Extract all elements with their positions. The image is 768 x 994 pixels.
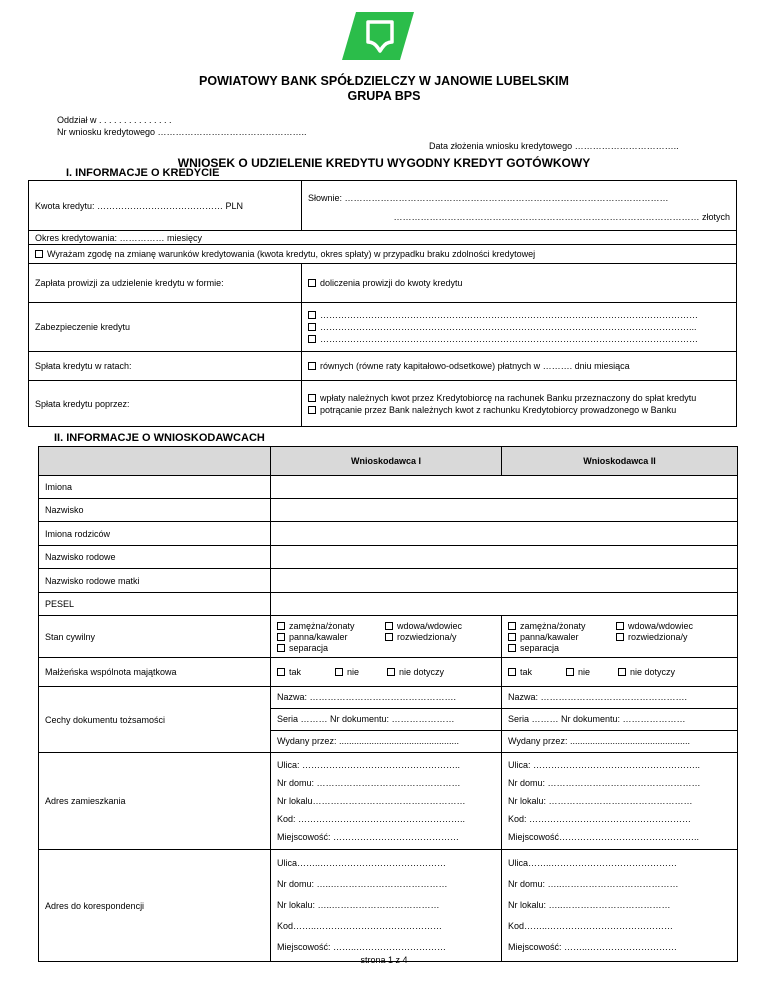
repayment-checkbox-2[interactable] — [308, 406, 316, 414]
corr-postcode-field-1[interactable]: Kod……..…………………………………… — [277, 921, 443, 931]
divorced-label-1: rozwiedziona/y — [397, 631, 457, 642]
corr-street-field-2[interactable]: Ulica……..…………………………………… — [508, 858, 678, 868]
postcode-field-2[interactable]: Kod: ……………………………………………… — [508, 814, 692, 824]
parents-names-input[interactable] — [271, 522, 738, 546]
city-field-1[interactable]: Miejscowość: …………………………………… — [277, 832, 460, 842]
id-issuer-field-1[interactable]: Wydany przez: ................................................ — [277, 736, 459, 746]
separated-checkbox-2[interactable] — [508, 644, 516, 652]
amount-words-line-2[interactable]: ………………………………………………………………………………………… złotych — [393, 211, 730, 222]
marital-status-applicant-2 — [502, 616, 738, 658]
branch-field: Oddział w . . . . . . . . . . . . . . . — [57, 115, 172, 125]
fee-option-label: doliczenia prowizji do kwoty kredytu — [320, 278, 463, 288]
correspondence-address-applicant-1 — [271, 850, 502, 962]
security-line-2[interactable]: ……………………………………………………………………………………………………………... — [320, 322, 697, 332]
application-number-field: Nr wniosku kredytowego ………………………………………….. — [57, 127, 307, 137]
single-label-1: panna/kawaler — [289, 631, 348, 642]
mother-maiden-name-input[interactable] — [271, 569, 738, 593]
corr-flat-no-field-2[interactable]: Nr lokalu: …..……………………………… — [508, 900, 671, 910]
loan-amount-field[interactable]: Kwota kredytu: …………………………………… PLN — [35, 200, 244, 211]
maiden-name-input[interactable] — [271, 546, 738, 569]
married-label-2: zamężna/żonaty — [520, 620, 586, 631]
loan-amount-cell — [29, 181, 302, 231]
repayment-label: Spłata kredytu poprzez: — [29, 381, 302, 427]
house-no-field-2[interactable]: Nr domu: …………………………………………… — [508, 778, 701, 788]
property-no-checkbox-2[interactable] — [566, 668, 574, 676]
id-document-label: Cechy dokumentu tożsamości — [39, 687, 271, 753]
single-checkbox-1[interactable] — [277, 633, 285, 641]
id-series-field-2[interactable]: Seria ……… Nr dokumentu: ………………… — [502, 709, 737, 731]
security-options-cell — [302, 303, 737, 352]
id-issuer-field-2[interactable]: Wydany przez: ................................................ — [508, 736, 690, 746]
installments-label: Spłata kredytu w ratach: — [29, 352, 302, 381]
repayment-option-1: wpłaty należnych kwot przez Kredytobiorcę na rachunek Banku przeznaczony do spłat kredytu — [320, 392, 697, 403]
mother-maiden-name-label: Nazwisko rodowe matki — [39, 569, 271, 593]
corr-city-field-2[interactable]: Miejscowość: ……..………………………… — [508, 942, 678, 952]
maiden-name-label: Nazwisko rodowe — [39, 546, 271, 569]
residence-address-applicant-2 — [502, 753, 738, 850]
residence-address-label: Adres zamieszkania — [39, 753, 271, 850]
property-applicant-1 — [271, 658, 502, 687]
consent-cell — [29, 245, 737, 264]
property-no-checkbox-1[interactable] — [335, 668, 343, 676]
installments-option: równych (równe raty kapitałowo-odsetkowe) płatnych w ………. dniu miesiąca — [320, 361, 630, 371]
security-checkbox-2[interactable] — [308, 323, 316, 331]
id-name-field-2[interactable]: Nazwa: …………………………………………. — [502, 687, 737, 709]
property-applicant-2 — [502, 658, 738, 687]
divorced-label-2: rozwiedziona/y — [628, 631, 688, 642]
header-empty-cell — [39, 447, 271, 476]
flat-no-field-1[interactable]: Nr lokalu…………………………………………… — [277, 796, 466, 806]
installments-checkbox[interactable] — [308, 362, 316, 370]
section-1-heading: I. INFORMACJE O KREDYCIE — [66, 167, 220, 179]
amount-words-line-1[interactable]: Słownie: ……………………………………………………………………………………………… — [308, 192, 669, 203]
separated-label-2: separacja — [520, 642, 560, 653]
property-yes-label-1: tak — [289, 667, 302, 677]
amount-words-cell — [302, 181, 737, 231]
property-na-checkbox-2[interactable] — [618, 668, 626, 676]
fee-checkbox[interactable] — [308, 279, 316, 287]
separated-checkbox-1[interactable] — [277, 644, 285, 652]
submission-date-field: Data złożenia wniosku kredytowego …………………………….. — [429, 141, 679, 151]
pesel-input[interactable] — [271, 593, 738, 616]
security-line-3[interactable]: ……………………………………………………………………………………………………………… — [320, 334, 698, 344]
corr-postcode-field-2[interactable]: Kod……..…………………………………… — [508, 921, 674, 931]
id-document-applicant-1 — [271, 687, 502, 753]
loan-period-field[interactable]: Okres kredytowania: …………… miesięcy — [35, 232, 203, 243]
bank-logo-icon — [342, 12, 414, 60]
parents-names-label: Imiona rodziców — [39, 522, 271, 546]
street-field-1[interactable]: Ulica: …………………………………………….. — [277, 760, 461, 770]
applicant-1-header: Wnioskodawca I — [271, 447, 502, 476]
single-checkbox-2[interactable] — [508, 633, 516, 641]
property-na-label-1: nie dotyczy — [399, 667, 445, 677]
property-na-label-2: nie dotyczy — [630, 667, 676, 677]
divorced-checkbox-1[interactable] — [385, 633, 393, 641]
property-yes-label-2: tak — [520, 667, 533, 677]
separated-label-1: separacja — [289, 642, 329, 653]
corr-street-field-1[interactable]: Ulica……..…………………………………… — [277, 858, 447, 868]
security-label: Zabezpieczenie kredytu — [29, 303, 302, 352]
correspondence-address-label: Adres do korespondencji — [39, 850, 271, 962]
house-no-field-1[interactable]: Nr domu: ………………………………………… — [277, 778, 461, 788]
city-field-2[interactable]: Miejscowość……………………………………….. — [508, 832, 700, 842]
repayment-option-2: potrącanie przez Bank należnych kwot z rachunku Kredytobiorcy prowadzonego w Banku — [320, 404, 677, 415]
surname-label: Nazwisko — [39, 499, 271, 522]
corr-house-no-field-2[interactable]: Nr domu: …..………………………………… — [508, 879, 679, 889]
security-checkbox-1[interactable] — [308, 311, 316, 319]
marital-status-applicant-1 — [271, 616, 502, 658]
section-2-heading: II. INFORMACJE O WNIOSKODAWCACH — [54, 432, 265, 444]
property-yes-checkbox-2[interactable] — [508, 668, 516, 676]
fee-option-cell — [302, 264, 737, 303]
security-checkbox-3[interactable] — [308, 335, 316, 343]
bank-group: GRUPA BPS — [347, 89, 421, 103]
installments-cell — [302, 352, 737, 381]
security-line-1[interactable]: ……………………………………………………………………………………………………………… — [320, 310, 698, 320]
consent-checkbox[interactable] — [35, 250, 43, 258]
repayment-checkbox-1[interactable] — [308, 394, 316, 402]
married-checkbox-1[interactable] — [277, 622, 285, 630]
first-names-input[interactable] — [271, 476, 738, 499]
single-label-2: panna/kawaler — [520, 631, 579, 642]
bank-name: POWIATOWY BANK SPÓŁDZIELCZY W JANOWIE LUBELSKIM — [199, 74, 569, 88]
married-checkbox-2[interactable] — [508, 622, 516, 630]
residence-address-applicant-1 — [271, 753, 502, 850]
corr-flat-no-field-1[interactable]: Nr lokalu: …..……………………………… — [277, 900, 440, 910]
id-name-field-1[interactable]: Nazwa: …………………………………………. — [271, 687, 501, 709]
corr-city-field-1[interactable]: Miejscowość: ……..………………………… — [277, 942, 447, 952]
corr-house-no-field-1[interactable]: Nr domu: …..………………………………… — [277, 879, 448, 889]
property-no-label-1: nie — [347, 667, 360, 677]
credit-info-table — [28, 180, 737, 427]
applicants-table — [38, 446, 738, 962]
widowed-label-1: wdowa/wdowiec — [397, 620, 463, 631]
property-yes-checkbox-1[interactable] — [277, 668, 285, 676]
repayment-options-cell — [302, 381, 737, 427]
applicant-2-header: Wnioskodawca II — [502, 447, 738, 476]
marital-status-label: Stan cywilny — [39, 616, 271, 658]
surname-input[interactable] — [271, 499, 738, 522]
street-field-2[interactable]: Ulica: ……………………………………………….. — [508, 760, 701, 770]
pesel-label: PESEL — [39, 593, 271, 616]
id-series-field-1[interactable]: Seria ……… Nr dokumentu: ………………… — [271, 709, 501, 731]
form-title: WNIOSEK O UDZIELENIE KREDYTU WYGODNY KREDYT GOTÓWKOWY — [177, 156, 591, 170]
widowed-checkbox-2[interactable] — [616, 622, 624, 630]
page-number: strona 1 z 4 — [360, 955, 408, 965]
married-label-1: zamężna/żonaty — [289, 620, 355, 631]
property-label: Małżeńska wspólnota majątkowa — [39, 658, 271, 687]
flat-no-field-2[interactable]: Nr lokalu: ………………………………………… — [508, 796, 693, 806]
fee-label: Zapłata prowizji za udzielenie kredytu w formie: — [29, 264, 302, 303]
divorced-checkbox-2[interactable] — [616, 633, 624, 641]
widowed-checkbox-1[interactable] — [385, 622, 393, 630]
property-na-checkbox-1[interactable] — [387, 668, 395, 676]
loan-period-cell — [29, 231, 737, 245]
first-names-label: Imiona — [39, 476, 271, 499]
widowed-label-2: wdowa/wdowiec — [628, 620, 694, 631]
id-document-applicant-2 — [502, 687, 738, 753]
correspondence-address-applicant-2 — [502, 850, 738, 962]
consent-label: Wyrażam zgodę na zmianę warunków kredytowania (kwota kredytu, okres spłaty) w przypadku braku zdolności kredytowej — [47, 249, 536, 259]
property-no-label-2: nie — [578, 667, 591, 677]
postcode-field-1[interactable]: Kod: ……………………………………………….. — [277, 814, 466, 824]
